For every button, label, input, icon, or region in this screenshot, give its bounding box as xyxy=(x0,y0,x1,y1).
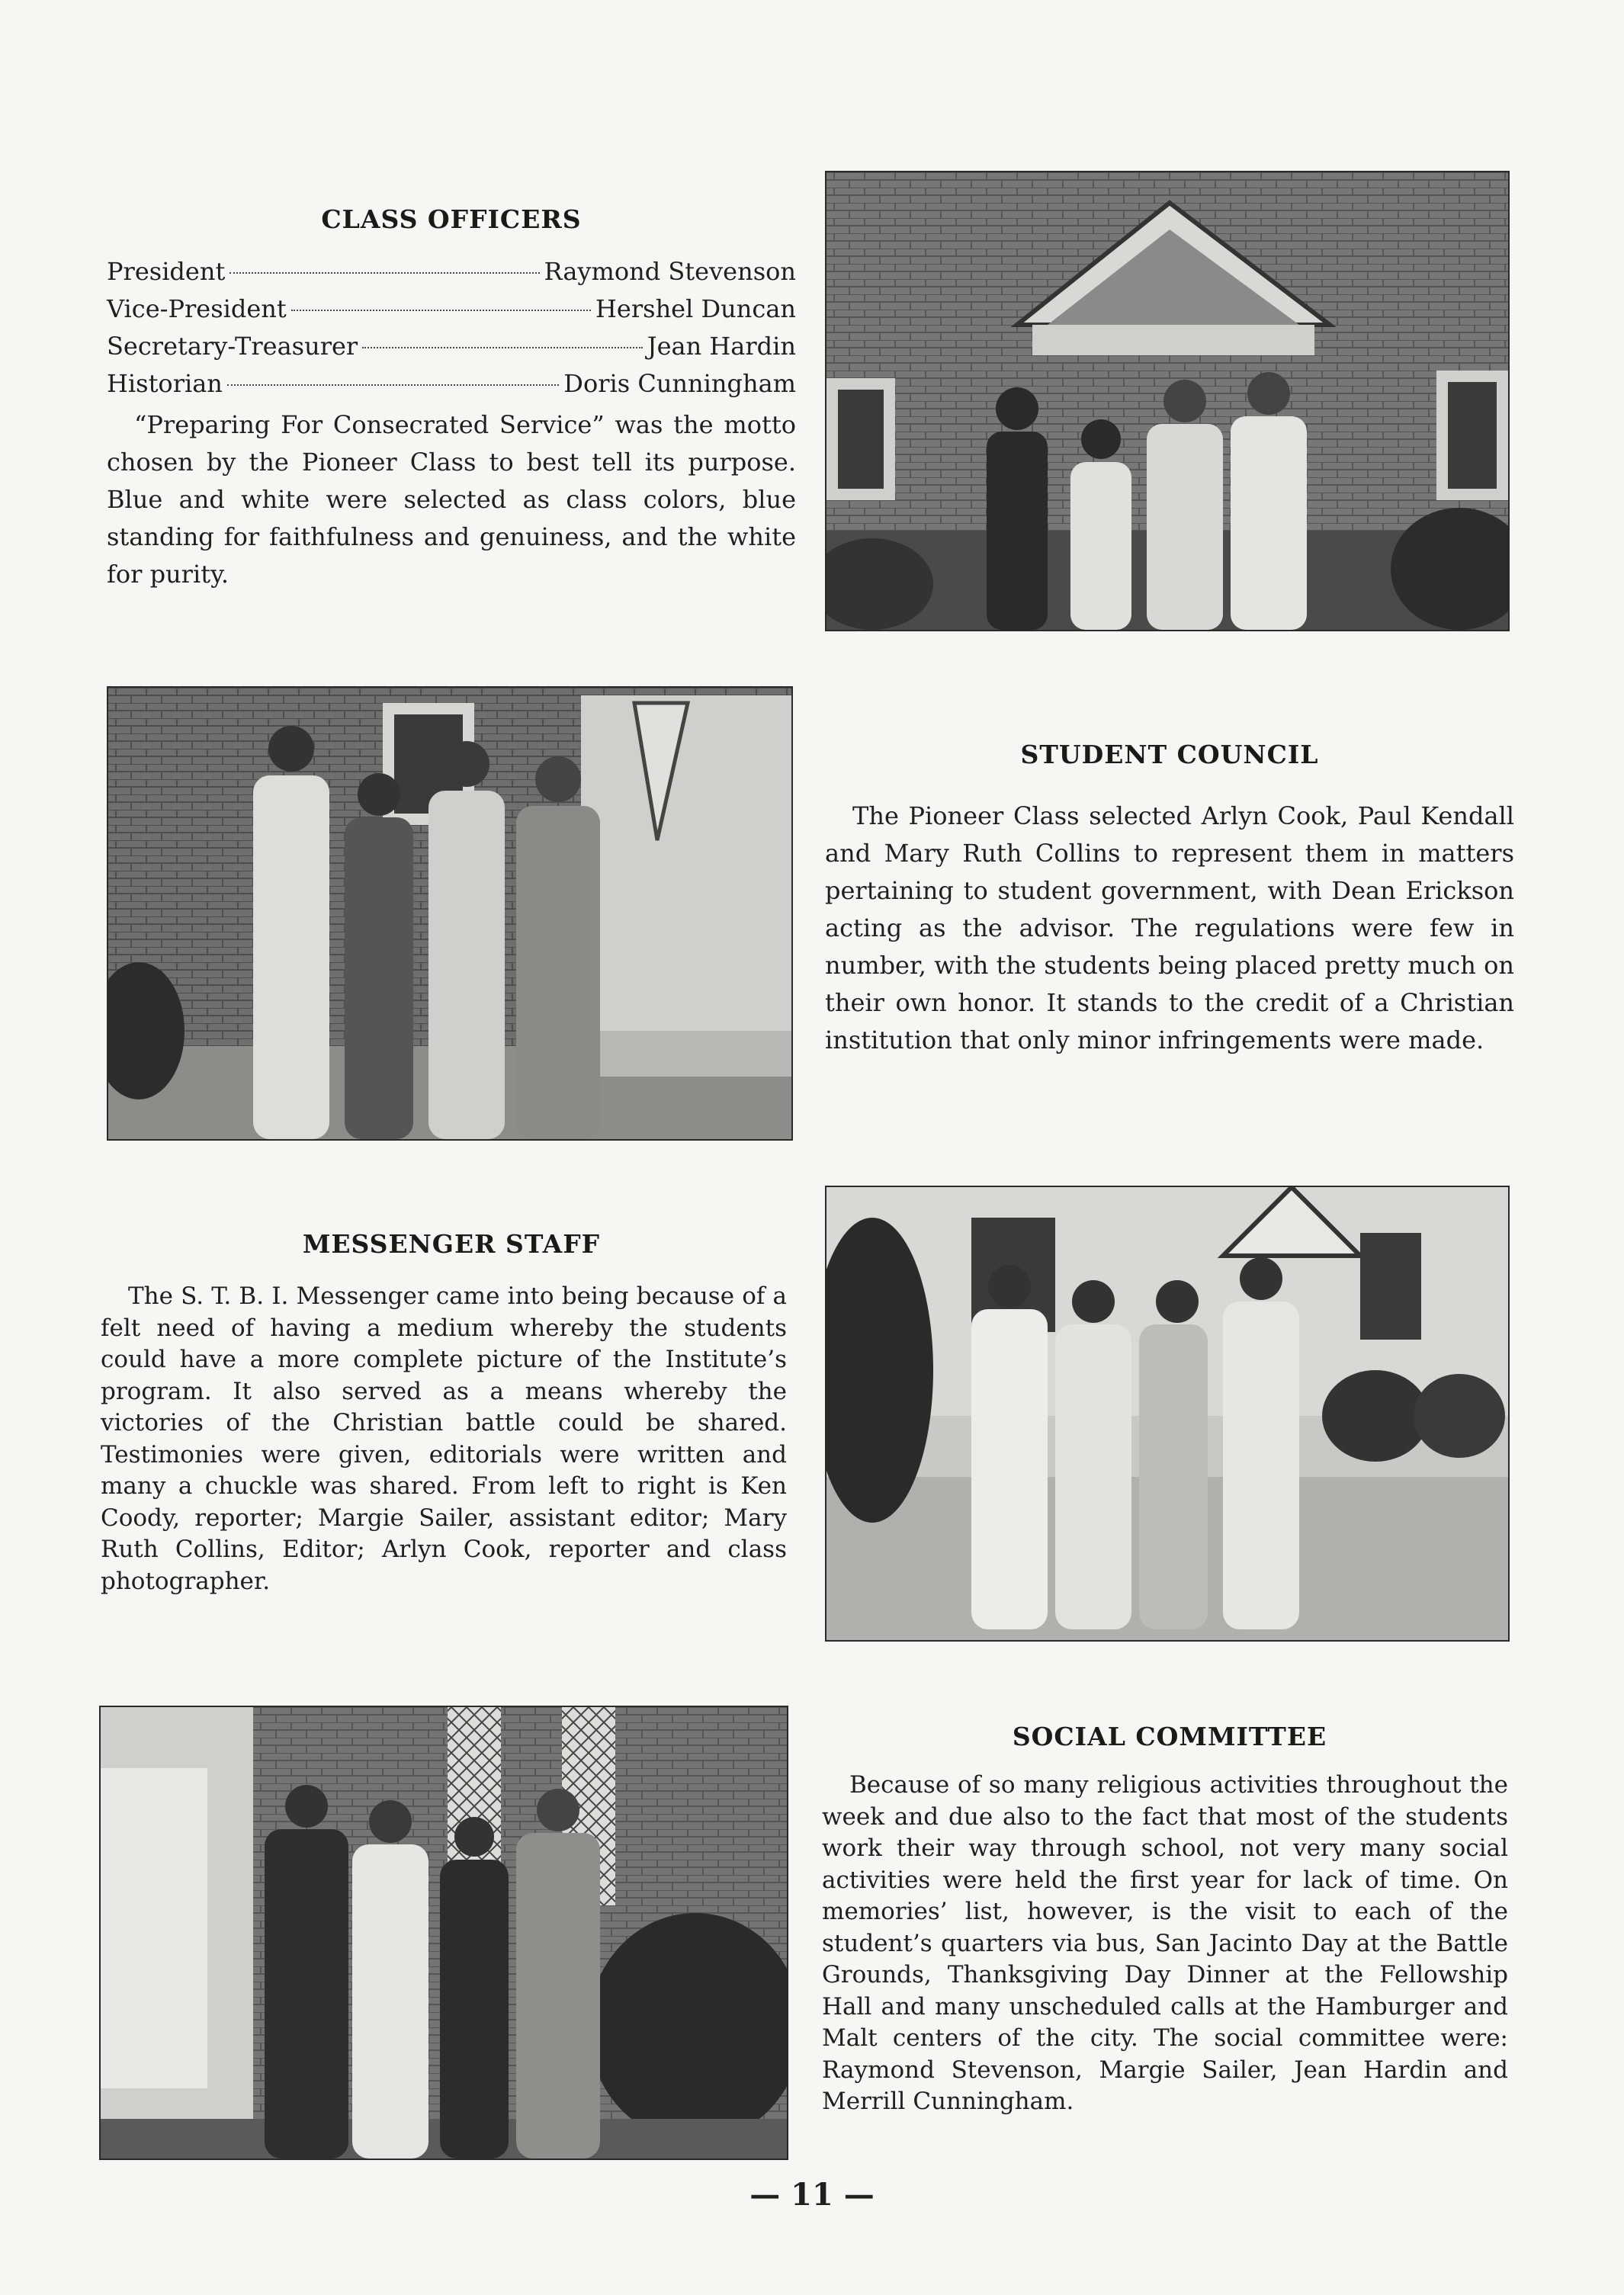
group-photo-illustration xyxy=(101,1707,787,2159)
class-officers-paragraph: “Preparing For Consecrated Service” was the motto chosen by the Pioneer Class to best tell its purpose. Blue and white were selected as class colors, blue standing for faithfulness and genuiness, and the white for purity. xyxy=(107,410,796,589)
officer-name: Hershel Duncan xyxy=(595,294,796,323)
officer-name: Jean Hardin xyxy=(647,332,796,361)
officer-row xyxy=(107,257,796,294)
officer-role: Vice-President xyxy=(107,294,287,323)
social-committee-photo xyxy=(99,1706,788,2160)
student-council-paragraph: The Pioneer Class selected Arlyn Cook, Paul Kendall and Mary Ruth Collins to represent them in matters pertaining to student government, with Dean Erickson acting as the advisor. The regulations were few in number, with the students being placed pretty much on their own honor. It stands to the credit of a Christian institution that only minor infringements were made. xyxy=(825,801,1514,1054)
social-committee-paragraph: Because of so many religious activities throughout the week and due also to the fact that most of the students work their way through school, not very many social activities were held the first year for lack of time. On memories’ list, however, is the visit to each of the student’s quarters via bus, San Jacinto Day at the Battle Grounds, Thanksgiving Day Dinner at the Fellowship Hall and many unscheduled calls at the Hamburger and Malt centers of the city. The social committee were: Raymond Stevenson, Margie Sailer, Jean Hardin and Merrill Cunningham. xyxy=(822,1771,1508,2115)
group-photo-illustration xyxy=(108,688,791,1139)
student-council-heading: STUDENT COUNCIL xyxy=(1020,740,1319,769)
messenger-staff-photo xyxy=(825,1186,1510,1642)
page-number: — 11 — xyxy=(749,2177,875,2213)
dot-leader xyxy=(291,310,591,311)
group-photo-illustration xyxy=(826,172,1508,630)
officer-role: President xyxy=(107,257,226,286)
messenger-staff-paragraph: The S. T. B. I. Messenger came into being because of a felt need of having a medium whereby the students could have a more complete picture of the Institute’s program. It also served as a means whereby the victories of the Christian battle could be shared. Testimonies were given, editorials were written and many a chuckle was shared. From left to right is Ken Coody, reporter; Margie Sailer, assistant editor; Mary Ruth Collins, Editor; Arlyn Cook, reporter and class photographer. xyxy=(101,1282,787,1595)
officer-row xyxy=(107,294,796,332)
social-committee-heading: SOCIAL COMMITTEE xyxy=(1012,1722,1327,1751)
officer-row xyxy=(107,369,796,406)
messenger-staff-heading: MESSENGER STAFF xyxy=(302,1229,601,1259)
student-council-photo xyxy=(107,686,793,1141)
officer-row xyxy=(107,332,796,369)
class-officers-heading: CLASS OFFICERS xyxy=(321,204,582,234)
officer-role: Historian xyxy=(107,369,223,398)
officer-name: Raymond Stevenson xyxy=(544,257,796,286)
dot-leader xyxy=(229,272,539,274)
officer-name: Doris Cunningham xyxy=(563,369,796,398)
class-officers-photo xyxy=(825,171,1510,631)
dot-leader xyxy=(362,347,643,348)
dot-leader xyxy=(227,384,559,386)
officer-role: Secretary-Treasurer xyxy=(107,332,358,361)
group-photo-illustration xyxy=(826,1187,1508,1640)
